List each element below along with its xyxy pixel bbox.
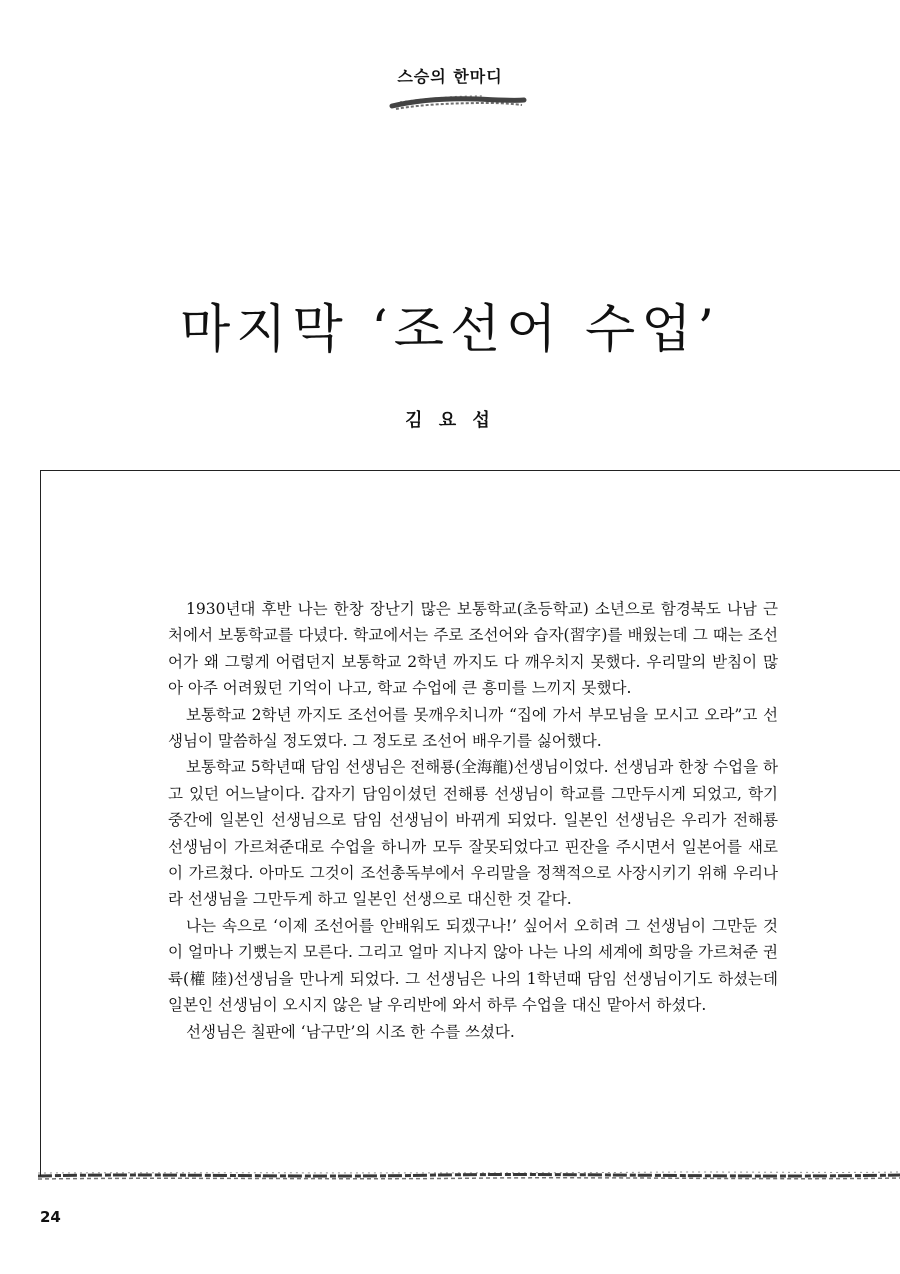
section-label: 스승의 한마디 bbox=[397, 67, 503, 86]
paragraph: 보통학교 2학년 까지도 조선어를 못깨우치니까 “집에 가서 부모님을 모시고 오라”고 선생님이 말씀하실 정도였다. 그 정도로 조선어 배우기를 싫어했다. bbox=[168, 705, 778, 751]
article-title: 마지막 ‘조선어 수업’ bbox=[180, 299, 720, 360]
article-author: 김 요 섭 bbox=[405, 410, 495, 431]
paragraph: 나는 속으로 ‘이제 조선어를 안배워도 되겠구나!’ 싶어서 오히려 그 선생님이 그만둔 것이 얼마나 기뻤는지 모른다. 그리고 얼마 지나지 않아 나는 나의 세계에 희망을 가르쳐준 권 륙(權 陸)선생님을 만나게 되었다. 그 선생님은 나의 1학년때 담임 선생님이기도 하셨는데 일본인 선생님이 오시지 않은 날 우리반에 와서 하루 수업을 대신 맡아서 하셨다. bbox=[168, 916, 778, 1015]
bottom-brush-rule bbox=[38, 1168, 900, 1184]
paragraph: 선생님은 칠판에 ‘남구만’의 시조 한 수를 쓰셨다. bbox=[186, 1022, 515, 1041]
page-number: 24 bbox=[40, 1208, 61, 1226]
paragraph: 1930년대 후반 나는 한창 장난기 많은 보통학교(초등학교) 소년으로 함경북도 나남 근처에서 보통학교를 다녔다. 학교에서는 주로 조선어와 습자(習字)를 배웠는데 그 때는 조선어가 왜 그렇게 어렵던지 보통학교 2학년 까지도 다 깨우치지 못했다. 우리말의 받침이 많아 아주 어려웠던 기억이 나고, 학교 수업에 큰 흥미를 느끼지 못했다. bbox=[168, 600, 778, 698]
paragraph: 보통학교 5학년때 담임 선생님은 전해룡(全海龍)선생님이었다. 선생님과 한창 수업을 하고 있던 어느날이다. 갑자기 담임이셨던 전해룡 선생님이 학교를 그만두시게 되었고, 학기 중간에 일본인 선생님으로 담임 선생님이 바뀌게 되었다. 일본인 선생님은 우리가 전해룡 선생님이 가르쳐준대로 수업을 하니까 모두 잘못되었다고 핀잔을 주시면서 일본어를 새로이 가르쳤다. 아마도 그것이 조선총독부에서 우리말을 정책적으로 사장시키기 위해 우리나라 선생님을 그만두게 하고 일본인 선생으로 대신한 것 같다. bbox=[168, 758, 778, 909]
article-body bbox=[168, 596, 778, 1045]
brush-stroke-decoration bbox=[388, 90, 528, 114]
